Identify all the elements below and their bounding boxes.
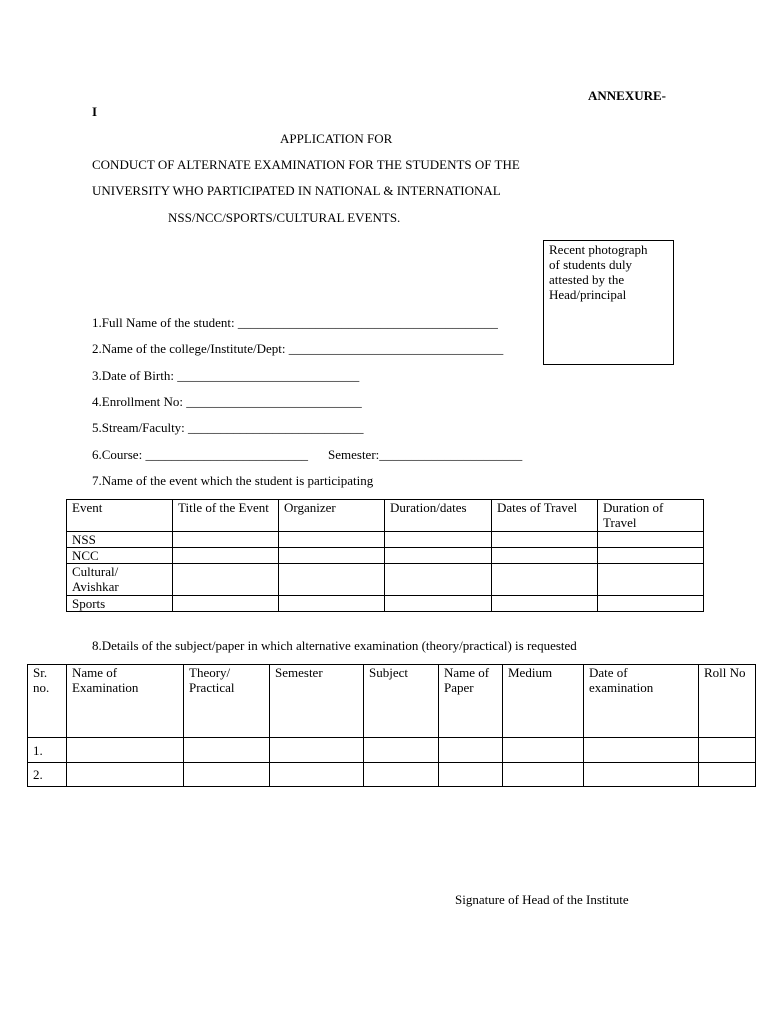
table-cell[interactable] [279,596,385,612]
table-cell[interactable] [598,564,704,596]
annexure-number: I [92,104,98,119]
stream-field[interactable]: 5.Stream/Faculty: ___________________________ [92,420,364,435]
exam-header-date-of-examination: Date of examination [584,665,699,738]
table-cell[interactable] [173,564,279,596]
exam-header-roll-no: Roll No [699,665,756,738]
title-line-4: NSS/NCC/SPORTS/CULTURAL EVENTS. [168,210,401,225]
table-cell[interactable] [584,738,699,763]
table-cell[interactable] [699,738,756,763]
event-header-title: Title of the Event [173,500,279,532]
photo-box-line-2: of students duly [549,257,633,272]
table-cell[interactable] [584,763,699,787]
table-row [28,738,756,763]
event-question: 7.Name of the event which the student is participating [92,473,374,488]
table-cell[interactable] [173,548,279,564]
event-table [66,499,704,612]
table-cell[interactable] [503,763,584,787]
photograph-box [543,240,674,365]
photo-box-line-4: Head/principal [549,287,627,302]
event-header-dates-of-travel: Dates of Travel [492,500,598,532]
exam-header-subject: Subject [364,665,439,738]
table-cell[interactable] [439,738,503,763]
exam-header-name-of-paper: Name of Paper [439,665,503,738]
photo-box-line-1: Recent photograph [549,242,648,257]
college-field[interactable]: 2.Name of the college/Institute/Dept: _________________________________ [92,341,504,356]
title-line-2: CONDUCT OF ALTERNATE EXAMINATION FOR THE STUDENTS OF THE [92,157,520,172]
table-cell[interactable] [492,548,598,564]
table-cell[interactable] [492,532,598,548]
table-cell[interactable] [270,738,364,763]
table-cell[interactable] [173,532,279,548]
signature-label: Signature of Head of the Institute [455,892,629,907]
enrollment-field[interactable]: 4.Enrollment No: ___________________________ [92,394,362,409]
event-header-event: Event [67,500,173,532]
table-cell[interactable] [699,763,756,787]
date-of-birth-field[interactable]: 3.Date of Birth: ____________________________ [92,368,360,383]
table-cell[interactable] [385,548,492,564]
table-cell[interactable] [598,532,704,548]
event-header-duration-of-travel: Duration of Travel [598,500,704,532]
exam-header-theory-practical: Theory/ Practical [184,665,270,738]
table-cell[interactable] [492,564,598,596]
exam-row-number-2: 2. [28,763,67,787]
table-row [67,596,704,612]
full-name-field[interactable]: 1.Full Name of the student: ________________________________________ [92,315,498,330]
table-cell[interactable] [503,738,584,763]
table-cell[interactable] [492,596,598,612]
table-row [67,532,704,548]
event-header-organizer: Organizer [279,500,385,532]
table-cell[interactable] [279,564,385,596]
subject-question: 8.Details of the subject/paper in which alternative examination (theory/practical) is requested [92,638,577,653]
event-row-label-nss: NSS [67,532,173,548]
table-cell[interactable] [279,532,385,548]
exam-row-number-1: 1. [28,738,67,763]
table-cell[interactable] [385,532,492,548]
event-table-header-row [67,500,704,532]
exam-table [27,664,756,787]
title-line-1: APPLICATION FOR [280,131,393,146]
table-cell[interactable] [270,763,364,787]
table-row [67,564,704,596]
course-field[interactable]: 6.Course: _________________________ [92,447,308,462]
title-line-3: UNIVERSITY WHO PARTICIPATED IN NATIONAL & INTERNATIONAL [92,183,501,198]
table-cell[interactable] [184,738,270,763]
table-cell[interactable] [598,596,704,612]
table-row [28,763,756,787]
table-cell[interactable] [439,763,503,787]
event-header-duration-dates: Duration/dates [385,500,492,532]
table-cell[interactable] [385,596,492,612]
table-cell[interactable] [364,763,439,787]
table-cell[interactable] [173,596,279,612]
event-row-label-cultural: Cultural/ Avishkar [67,564,173,596]
table-row [67,548,704,564]
event-row-label-ncc: NCC [67,548,173,564]
exam-header-name-of-examination: Name of Examination [67,665,184,738]
table-cell[interactable] [67,763,184,787]
table-cell[interactable] [279,548,385,564]
table-cell[interactable] [364,738,439,763]
table-cell[interactable] [598,548,704,564]
event-row-label-sports: Sports [67,596,173,612]
table-cell[interactable] [67,738,184,763]
exam-header-sr-no: Sr. no. [28,665,67,738]
exam-header-medium: Medium [503,665,584,738]
exam-table-header-row [28,665,756,738]
photo-box-line-3: attested by the [549,272,625,287]
annexure-label: ANNEXURE- [588,88,666,103]
semester-field[interactable]: Semester:______________________ [328,447,523,462]
table-cell[interactable] [184,763,270,787]
exam-header-semester: Semester [270,665,364,738]
table-cell[interactable] [385,564,492,596]
